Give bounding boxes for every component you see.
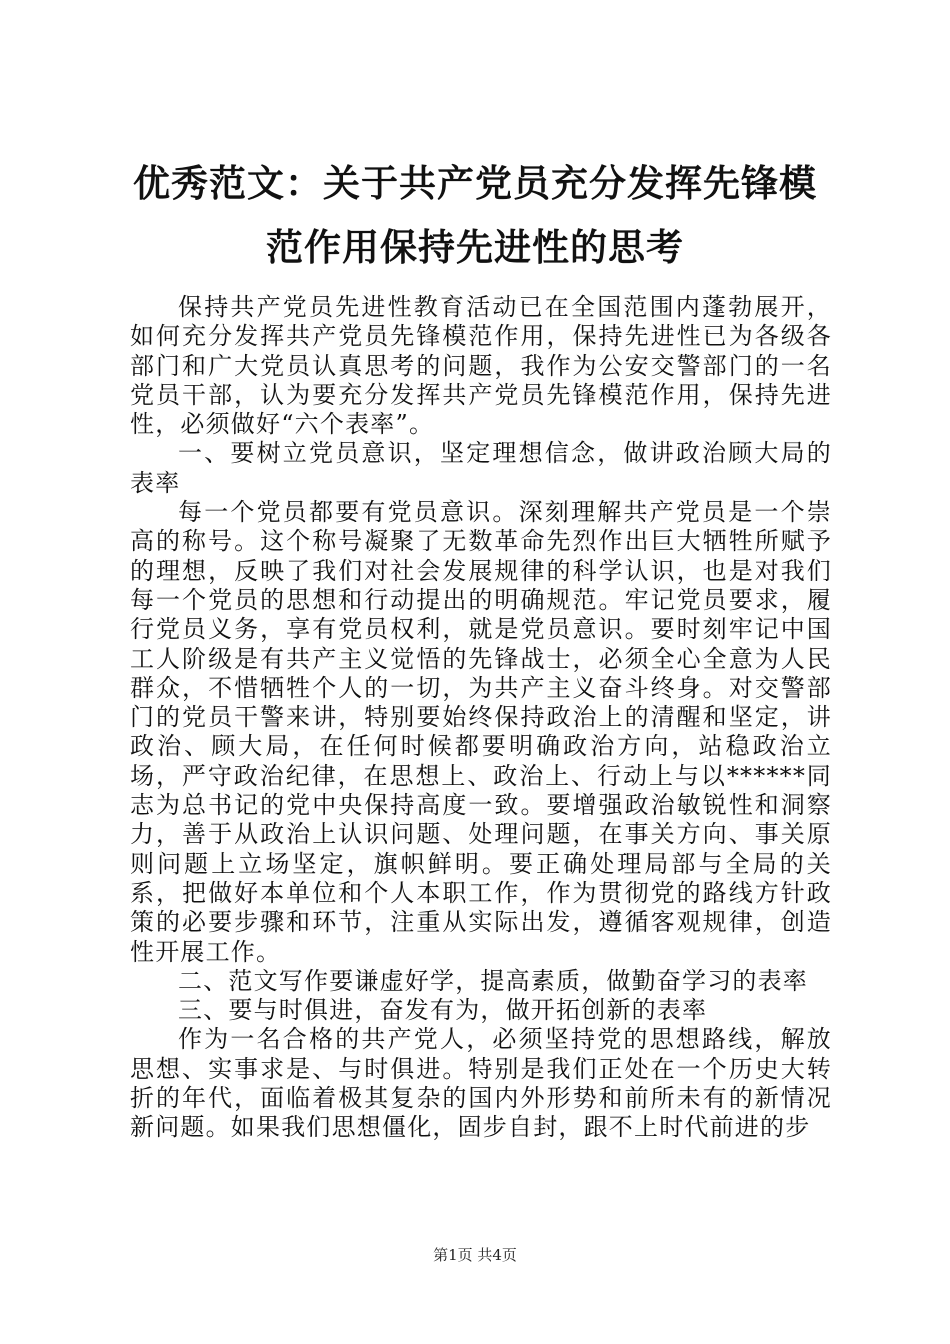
section-heading-1: 一、要树立党员意识，坚定理想信念，做讲政治顾大局的表率 <box>130 439 832 497</box>
paragraph-intro: 保持共产党员先进性教育活动已在全国范围内蓬勃展开，如何充分发挥共产党员先锋模范作用，保持先进性已为各级各部门和广大党员认真思考的问题，我作为公安交警部门的一名党员干部，认为要充分发挥共产党员先锋模范作用，保持先进性，必须做好“六个表率”。 <box>130 293 832 439</box>
document-title: 优秀范文：关于共产党员充分发挥先锋模范作用保持先进性的思考 <box>133 162 817 269</box>
document-body <box>130 293 832 1143</box>
section-heading-3: 三、要与时俱进，奋发有为，做开拓创新的表率 <box>178 996 708 1025</box>
paragraph-section-1: 每一个党员都要有党员意识。深刻理解共产党员是一个崇高的称号。这个称号凝聚了无数革命先烈作出巨大牺牲所赋予的理想，反映了我们对社会发展规律的科学认识，也是对我们每一个党员的思想和行动提出的明确规范。牢记党员要求，履行党员义务，享有党员权利，就是党员意识。要时刻牢记中国工人阶级是有共产主义觉悟的先锋战士，必须全心全意为人民群众，不惜牺牲个人的一切，为共产主义奋斗终身。对交警部门的党员干警来讲，特别要始终保持政治上的清醒和坚定，讲政治、顾大局，在任何时候都要明确政治方向，站稳政治立场，严守政治纪律，在思想上、政治上、行动上与以******同志为总书记的党中央保持高度一致。要增强政治敏锐性和洞察力，善于从政治上认识问题、处理问题，在事关方向、事关原则问题上立场坚定，旗帜鲜明。要正确处理局部与全局的关系，把做好本单位和个人本职工作，作为贯彻党的路线方针政策的必要步骤和环节，注重从实际出发，遵循客观规律，创造性开展工作。 <box>130 498 832 966</box>
section-heading-2: 二、范文写作要谦虚好学，提高素质，做勤奋学习的表率 <box>178 966 808 995</box>
paragraph-section-3: 作为一名合格的共产党人，必须坚持党的思想路线，解放思想、实事求是、与时俱进。特别是我们正处在一个历史大转折的年代，面临着极其复杂的国内外形势和前所未有的新情况新问题。如果我们思想僵化，固步自封，跟不上时代前进的步 <box>130 1025 832 1142</box>
page-footer: 第1页 共4页 <box>433 1246 517 1264</box>
